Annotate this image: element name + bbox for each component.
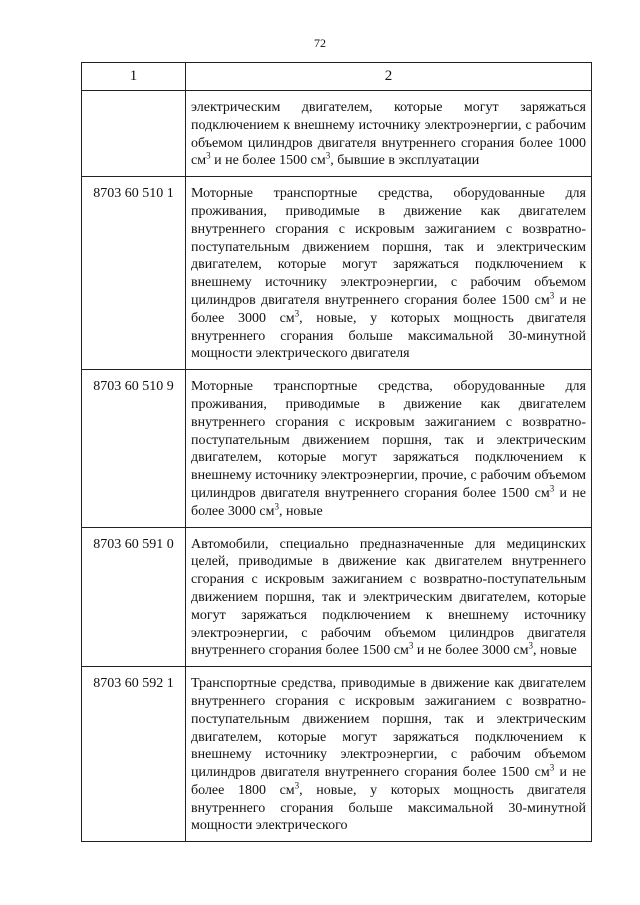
- code-cell: 8703 60 591 0: [82, 527, 186, 667]
- superscript: 3: [528, 640, 533, 651]
- table-row: [82, 91, 592, 177]
- description-text: , новые, у которых мощность двигателя внутреннего сгорания больше максимальной 30-минутной мощности электрического: [191, 782, 586, 834]
- code-cell: 8703 60 510 9: [82, 370, 186, 527]
- code-cell: 8703 60 510 1: [82, 177, 186, 370]
- description-cell: [186, 177, 592, 370]
- table-row: [82, 370, 592, 527]
- description-text: Автомобили, специально предназначенные для медицинских целей, приводимые в движение как двигателем внутреннего сгорания с искровым зажиганием с возвратно-поступательным движением поршня, так и электрическим двигателем, которые могут заряжаться подключением к внешнему источнику электроэнергии, с рабочим объемом цилиндров двигателя внутреннего сгорания более 1500 см: [191, 536, 586, 659]
- description-cell: [186, 370, 592, 527]
- table-row: [82, 527, 592, 667]
- description-text: и не более 1800 см: [191, 765, 587, 798]
- description-cell: [186, 527, 592, 667]
- table-row: [82, 667, 592, 842]
- description-text: Транспортные средства, приводимые в движение как двигателем внутреннего сгорания с искровым зажиганием с возвратно-поступательным движением поршня, так и электрическим двигателем, которые могут заряжаться подключением к внешнему источнику электроэнергии, с рабочим объемом цилиндров двигателя внутреннего сгорания более 1500 см: [191, 676, 586, 781]
- superscript: 3: [206, 150, 211, 161]
- tariff-table: [81, 62, 592, 842]
- description-cell: [186, 667, 592, 842]
- description-text: , новые, у которых мощность двигателя внутреннего сгорания больше максимальной 30-минутной мощности электрического двигателя: [191, 310, 586, 362]
- superscript: 3: [274, 501, 279, 512]
- superscript: 3: [549, 483, 555, 494]
- column-header-1: 1: [82, 63, 186, 91]
- page-number: 72: [314, 36, 326, 50]
- description-text: , новые: [533, 643, 577, 659]
- description-text: Моторные транспортные средства, оборудованные для проживания, приводимые в движение как двигателем внутреннего сгорания с искровым зажиганием с возвратно-поступательным движением поршня, так и электрическим двигателем, которые могут заряжаться подключением к внешнему источнику электроэнергии, с рабочим объемом цилиндров двигателя внутреннего сгорания более 1500 см: [191, 186, 586, 308]
- description-text: , новые: [278, 503, 323, 519]
- superscript: 3: [408, 640, 414, 651]
- code-cell: [82, 91, 186, 177]
- superscript: 3: [549, 290, 555, 301]
- description-text: электрическим двигателем, которые могут заряжаться подключением к внешнему источнику электроэнергии, с рабочим объемом цилиндров двигателя внутреннего сгорания более 1000 см: [191, 100, 586, 169]
- superscript: 3: [549, 762, 555, 773]
- description-text: и не более 3000 см: [413, 643, 529, 659]
- column-header-2: 2: [186, 63, 592, 91]
- code-cell: 8703 60 592 1: [82, 667, 186, 842]
- description-cell: [186, 91, 592, 177]
- description-text: и не более 3000 см: [191, 485, 587, 519]
- superscript: 3: [294, 780, 300, 791]
- description-text: Моторные транспортные средства, оборудованные для проживания, приводимые в движение как двигателем внутреннего сгорания с искровым зажиганием с возвратно-поступательным движением поршня, так и электрическим двигателем, которые могут заряжаться подключением к внешнему источнику электроэнергии, прочие, с рабочим объемом цилиндров двигателя внутреннего сгорания более 1500 см: [191, 379, 586, 501]
- description-text: , бывшие в эксплуатации: [330, 153, 480, 169]
- table-header-row: [82, 63, 592, 91]
- description-text: и не более 1500 см: [210, 153, 326, 169]
- superscript: 3: [325, 150, 331, 161]
- description-text: и не более 3000 см: [191, 292, 587, 326]
- table-row: [82, 177, 592, 370]
- superscript: 3: [294, 308, 300, 319]
